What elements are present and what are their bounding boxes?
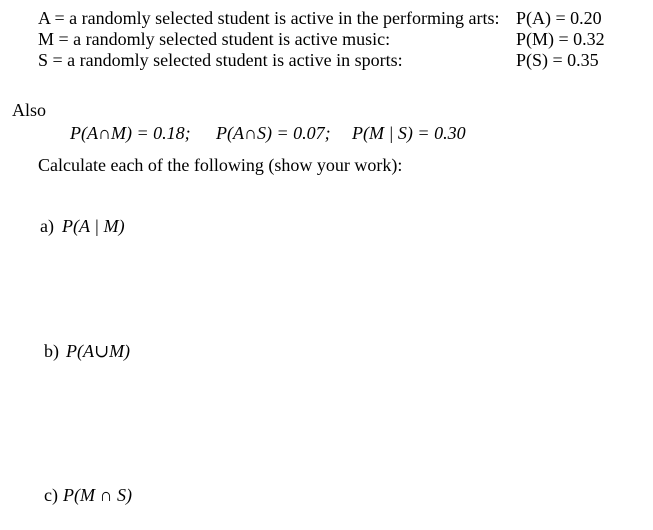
question-b-expression: P(A∪M) [66,341,131,361]
definition-m-text: M = a randomly selected student is active music: [38,29,391,49]
definition-a-probability: P(A) = 0.20 [516,8,602,28]
definition-m-probability: P(M) = 0.32 [516,29,605,49]
question-b-label: b) [44,341,59,361]
instruction-text: Calculate each of the following (show your work): [38,155,403,175]
also-label: Also [12,100,47,120]
given-p-a-and-s: P(A∩S) = 0.07; [216,123,331,143]
given-p-m-given-s: P(M | S) = 0.30 [352,123,466,143]
given-p-a-and-m: P(A∩M) = 0.18; [70,123,191,143]
definition-a-text: A = a randomly selected student is active in the performing arts: [38,8,500,28]
question-a-expression: P(A | M) [62,216,125,236]
question-a-label: a) [40,216,54,236]
definition-s-probability: P(S) = 0.35 [516,50,599,70]
definition-s-text: S = a randomly selected student is active in sports: [38,50,403,70]
question-c-label: c) [44,485,58,505]
question-c-expression: P(M ∩ S) [63,485,132,505]
